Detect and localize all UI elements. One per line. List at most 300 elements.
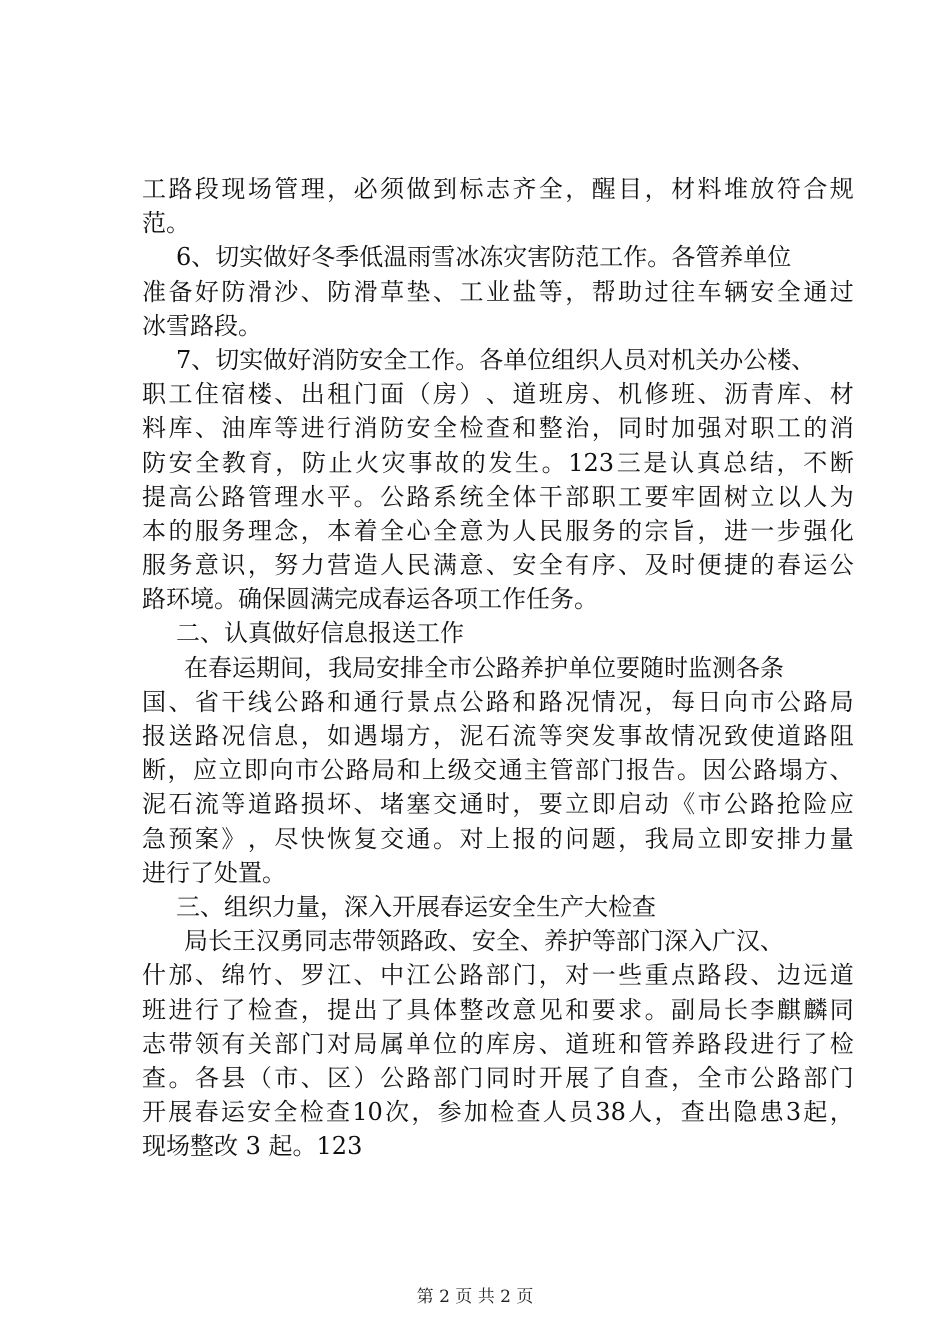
text-glyph: ，: [512, 790, 537, 819]
text-glyph: 库: [776, 380, 801, 409]
text-glyph: 发: [488, 448, 513, 477]
text-glyph: 路: [406, 1063, 431, 1092]
text-glyph: 123: [568, 448, 615, 477]
text-glyph: 意: [194, 551, 219, 580]
text-glyph: 一: [750, 516, 775, 545]
text-glyph: 见: [538, 995, 563, 1024]
text-glyph: 局: [353, 1029, 378, 1058]
text-glyph: 安: [512, 551, 537, 580]
text-glyph: 路: [697, 1029, 722, 1058]
text-glyph: 我: [644, 824, 669, 853]
text-glyph: 出: [707, 1098, 731, 1127]
text-glyph: 员: [569, 1098, 594, 1127]
text-glyph: ，: [167, 756, 192, 785]
text-glyph: 高: [168, 482, 193, 511]
text-glyph: 、: [353, 961, 378, 990]
text-glyph: 局: [697, 995, 722, 1024]
text-glyph: 进: [300, 414, 325, 443]
text-glyph: 安: [750, 824, 775, 853]
text-glyph: 行: [776, 1029, 801, 1058]
text-glyph: 路: [221, 482, 246, 511]
text-glyph: 、: [353, 790, 378, 819]
text-glyph: 防: [380, 414, 405, 443]
text-glyph: 3: [785, 1098, 802, 1127]
text-glyph: 检: [459, 414, 484, 443]
text-glyph: 、: [274, 961, 299, 990]
text-glyph: ，: [671, 1063, 696, 1092]
text-glyph: 醒: [591, 175, 616, 203]
text-glyph: （: [406, 380, 431, 409]
text-glyph: 人: [542, 1098, 567, 1127]
text-glyph: 加: [463, 1098, 488, 1127]
text-line: 局长王汉勇同志带领路政、安全、养护等部门深入广汉、: [184, 927, 784, 956]
text-glyph: 日: [697, 687, 722, 716]
text-glyph: 、: [274, 380, 299, 409]
text-glyph: 务: [168, 551, 193, 580]
text-glyph: 方: [804, 756, 829, 785]
text-glyph: 固: [697, 482, 722, 511]
text-glyph: 认: [669, 448, 694, 477]
text-glyph: 、: [432, 277, 457, 306]
text-glyph: 预: [168, 824, 193, 853]
text-glyph: 场: [247, 175, 272, 203]
text-line: 在春运期间，我局安排全市公路养护单位要随时监测各条: [184, 653, 784, 682]
text-glyph: 全: [380, 516, 405, 545]
text-glyph: 提: [327, 995, 352, 1024]
text-glyph: 务: [221, 516, 246, 545]
text-glyph: 门: [512, 961, 537, 990]
text-glyph: 机: [618, 380, 643, 409]
text-glyph: 查: [680, 1098, 705, 1127]
text-glyph: 力: [300, 551, 325, 580]
text-glyph: 旨: [671, 516, 696, 545]
text-glyph: 线: [247, 687, 272, 716]
text-glyph: 竹: [247, 961, 272, 990]
text-glyph: 租: [327, 380, 352, 409]
text-glyph: 泥: [459, 722, 484, 750]
text-glyph: 求: [618, 995, 643, 1024]
text-glyph: 整: [538, 414, 563, 443]
text-glyph: 等: [221, 790, 246, 819]
text-glyph: 查: [142, 1063, 166, 1092]
text-glyph: 和: [512, 414, 537, 443]
text-glyph: 复: [353, 824, 378, 853]
text-glyph: 》: [221, 824, 246, 853]
text-line: [142, 411, 854, 445]
text-line: [142, 514, 854, 548]
text-glyph: 江: [327, 961, 352, 990]
text-glyph: 念: [274, 516, 299, 545]
text-glyph: 市: [723, 1063, 748, 1092]
text-glyph: 真: [696, 448, 721, 477]
text-glyph: ，: [829, 1098, 854, 1127]
text-glyph: 教: [221, 448, 246, 477]
text-glyph: 、: [829, 756, 854, 785]
text-glyph: 查: [325, 1098, 350, 1127]
text-glyph: 故: [644, 722, 669, 750]
text-glyph: 每: [671, 687, 696, 716]
text-line: [142, 275, 854, 309]
text-glyph: 宿: [221, 380, 246, 409]
text-line: [142, 548, 854, 582]
text-line: [142, 1095, 854, 1129]
text-glyph: 草: [380, 277, 405, 306]
text-glyph: 道: [776, 722, 801, 750]
text-line: [142, 753, 854, 787]
text-glyph: 规: [829, 175, 854, 203]
text-glyph: 材: [671, 175, 696, 203]
text-glyph: 检: [490, 1098, 515, 1127]
text-glyph: 公: [750, 1063, 775, 1092]
text-glyph: 房: [565, 380, 590, 409]
text-glyph: 公: [723, 790, 748, 819]
text-glyph: 立: [697, 824, 722, 853]
text-glyph: 同: [485, 1063, 510, 1092]
text-glyph: 突: [565, 722, 590, 750]
text-glyph: 道: [829, 961, 854, 990]
text-glyph: 系: [432, 482, 457, 511]
text-glyph: 全: [195, 448, 220, 477]
text-glyph: 市: [697, 790, 722, 819]
text-glyph: 住: [194, 380, 219, 409]
text-glyph: 全: [485, 482, 510, 511]
text-glyph: 的: [618, 516, 643, 545]
text-glyph: 应: [829, 790, 854, 819]
text-glyph: 治: [565, 414, 590, 443]
text-glyph: 全: [776, 277, 801, 306]
text-glyph: 路: [753, 756, 778, 785]
text-glyph: 检: [829, 1029, 854, 1058]
text-glyph: 邡: [168, 961, 193, 990]
text-glyph: 班: [671, 380, 696, 409]
text-glyph: 立: [218, 756, 243, 785]
text-glyph: 开: [538, 1063, 563, 1092]
text-glyph: 安: [168, 448, 193, 477]
text-glyph: 、: [194, 961, 219, 990]
text-glyph: 送: [168, 722, 193, 750]
text-glyph: 、: [194, 414, 219, 443]
text-glyph: 展: [565, 1063, 590, 1092]
text-glyph: （: [247, 1063, 272, 1092]
text-glyph: 提: [142, 482, 166, 511]
text-glyph: 公: [776, 687, 801, 716]
text-glyph: 边: [776, 961, 801, 990]
text-glyph: 春: [776, 551, 801, 580]
text-glyph: 为: [485, 516, 510, 545]
text-glyph: 塌: [380, 722, 405, 750]
text-glyph: 进: [750, 1029, 775, 1058]
text-glyph: 塞: [406, 790, 431, 819]
text-glyph: 门: [600, 756, 625, 785]
text-glyph: 运: [803, 551, 828, 580]
text-glyph: 和: [565, 995, 590, 1024]
text-glyph: 断: [142, 756, 166, 785]
text-glyph: 中: [380, 961, 405, 990]
text-glyph: 牢: [671, 482, 696, 511]
text-glyph: 强: [803, 516, 828, 545]
text-glyph: 部: [565, 482, 590, 511]
text-glyph: 。: [353, 482, 378, 511]
text-glyph: 路: [274, 790, 299, 819]
text-glyph: 部: [274, 1029, 299, 1058]
text-glyph: 库: [247, 414, 272, 443]
text-glyph: 因: [702, 756, 727, 785]
text-glyph: 进: [168, 995, 193, 1024]
text-glyph: 38: [595, 1098, 626, 1127]
text-glyph: 等: [274, 414, 299, 443]
text-glyph: 局: [671, 824, 696, 853]
text-glyph: 位: [432, 1029, 457, 1058]
text-glyph: 安: [406, 414, 431, 443]
text-glyph: 应: [192, 756, 217, 785]
text-glyph: 路: [750, 790, 775, 819]
text-glyph: 开: [142, 1098, 166, 1127]
text-glyph: 交: [380, 824, 405, 853]
text-glyph: 全: [697, 1063, 722, 1092]
text-glyph: 是: [643, 448, 668, 477]
text-glyph: 向: [723, 687, 748, 716]
text-glyph: 了: [380, 995, 405, 1024]
text-glyph: 上: [485, 824, 510, 853]
text-glyph: 部: [432, 1063, 457, 1092]
text-glyph: 改: [485, 995, 510, 1024]
text-glyph: 楼: [247, 380, 272, 409]
text-glyph: 房: [432, 380, 457, 409]
text-glyph: ，: [275, 448, 300, 477]
text-glyph: 况: [618, 687, 643, 716]
text-glyph: 合: [803, 175, 828, 203]
text-glyph: ，: [644, 687, 669, 716]
text-glyph: 标: [459, 175, 484, 203]
text-glyph: 不: [803, 448, 828, 477]
text-glyph: 市: [750, 687, 775, 716]
text-glyph: ，: [618, 824, 643, 853]
text-glyph: 服: [565, 516, 590, 545]
text-glyph: 帮: [591, 277, 616, 306]
text-glyph: 阻: [829, 722, 854, 750]
text-line: 范。: [142, 209, 190, 238]
text-glyph: 班: [538, 380, 563, 409]
text-glyph: 着: [353, 516, 378, 545]
text-glyph: 了: [221, 995, 246, 1024]
text-line: [142, 993, 854, 1027]
text-glyph: 等: [538, 277, 563, 306]
text-glyph: 等: [538, 722, 563, 750]
text-glyph: 路: [538, 687, 563, 716]
text-glyph: 国: [142, 687, 166, 716]
text-glyph: 单: [406, 1029, 431, 1058]
text-glyph: 如: [327, 722, 352, 750]
text-glyph: ，: [300, 995, 325, 1024]
text-glyph: 。: [168, 1063, 193, 1092]
text-glyph: 部: [574, 756, 599, 785]
text-glyph: 立: [565, 790, 590, 819]
text-line: 现场整改 3 起。123: [142, 1132, 363, 1161]
text-glyph: 工: [459, 277, 484, 306]
text-glyph: 。: [432, 824, 457, 853]
text-line: [142, 958, 854, 992]
text-glyph: 。: [541, 448, 566, 477]
text-line: 6、切实做好冬季低温雨雪冰冻灾害防范工作。各管养单位: [176, 243, 792, 272]
text-line: 进行了处置。: [142, 858, 286, 887]
text-glyph: 以: [776, 482, 801, 511]
text-glyph: 人: [628, 1098, 653, 1127]
text-glyph: 问: [565, 824, 590, 853]
text-glyph: 了: [591, 1063, 616, 1092]
text-glyph: 工: [142, 175, 166, 203]
text-glyph: ，: [247, 824, 272, 853]
text-glyph: 、: [485, 551, 510, 580]
text-glyph: 门: [300, 1029, 325, 1058]
text-glyph: 有: [221, 1029, 246, 1058]
text-glyph: 出: [300, 380, 325, 409]
text-glyph: 立: [750, 482, 775, 511]
text-glyph: 、: [618, 551, 643, 580]
text-glyph: 造: [353, 551, 378, 580]
text-glyph: 麒: [776, 995, 801, 1024]
text-glyph: 交: [432, 790, 457, 819]
text-glyph: 步: [776, 516, 801, 545]
text-glyph: 点: [671, 961, 696, 990]
text-glyph: 远: [803, 961, 828, 990]
text-glyph: 、: [168, 687, 193, 716]
text-glyph: 要: [591, 995, 616, 1024]
text-glyph: 工: [618, 482, 643, 511]
text-glyph: 齐: [512, 175, 537, 203]
text-glyph: 患: [759, 1098, 784, 1127]
text-glyph: 些: [618, 961, 643, 990]
text-glyph: 泥: [142, 790, 166, 819]
text-glyph: 、: [591, 380, 616, 409]
text-glyph: 公: [320, 756, 345, 785]
text-glyph: 通: [459, 790, 484, 819]
text-glyph: 局: [829, 687, 854, 716]
text-glyph: 营: [327, 551, 352, 580]
text-glyph: 路: [168, 175, 193, 203]
text-glyph: 交: [473, 756, 498, 785]
text-glyph: 统: [459, 482, 484, 511]
text-line: [142, 446, 854, 480]
text-glyph: 识: [221, 551, 246, 580]
text-glyph: 坏: [327, 790, 352, 819]
text-glyph: 上: [422, 756, 447, 785]
text-glyph: 的: [168, 516, 193, 545]
text-glyph: 。: [676, 756, 701, 785]
text-glyph: 春: [194, 1098, 219, 1127]
text-glyph: 路: [345, 756, 370, 785]
text-glyph: 灾: [381, 448, 406, 477]
text-glyph: 安: [247, 1098, 272, 1127]
text-glyph: 公: [274, 687, 299, 716]
text-glyph: 公: [380, 482, 405, 511]
text-glyph: 遇: [353, 722, 378, 750]
text-glyph: 通: [406, 824, 431, 853]
text-glyph: 服: [142, 551, 166, 580]
text-glyph: 堵: [380, 790, 405, 819]
text-glyph: 事: [408, 448, 433, 477]
text-glyph: 服: [194, 516, 219, 545]
text-glyph: 路: [300, 687, 325, 716]
text-glyph: 公: [829, 551, 854, 580]
text-glyph: 级: [447, 756, 472, 785]
text-glyph: 绵: [221, 961, 246, 990]
text-glyph: 职: [591, 482, 616, 511]
text-glyph: 要: [644, 482, 669, 511]
text-glyph: 结: [749, 448, 774, 477]
text-glyph: 事: [618, 722, 643, 750]
text-glyph: 检: [299, 1098, 324, 1127]
text-glyph: 景: [406, 687, 431, 716]
text-glyph: 树: [723, 482, 748, 511]
text-glyph: 进: [723, 516, 748, 545]
text-line: [142, 377, 854, 411]
text-glyph: 通: [803, 277, 828, 306]
text-glyph: 目: [618, 175, 643, 203]
text-glyph: 断: [829, 448, 854, 477]
text-glyph: 省: [194, 687, 219, 716]
text-glyph: 领: [194, 1029, 219, 1058]
text-glyph: 公: [727, 756, 752, 785]
text-glyph: 整: [459, 995, 484, 1024]
text-glyph: 本: [327, 516, 352, 545]
text-glyph: 青: [750, 380, 775, 409]
text-glyph: 便: [697, 551, 722, 580]
text-glyph: 隐: [733, 1098, 758, 1127]
text-glyph: 总: [723, 448, 748, 477]
text-glyph: 带: [168, 1029, 193, 1058]
text-glyph: 对: [459, 824, 484, 853]
text-glyph: 、: [697, 380, 722, 409]
text-glyph: 具: [406, 995, 431, 1024]
text-glyph: ，: [591, 414, 616, 443]
text-glyph: ，: [565, 175, 590, 203]
text-glyph: 堆: [723, 175, 748, 203]
text-glyph: 养: [671, 1029, 696, 1058]
text-glyph: 市: [294, 756, 319, 785]
text-glyph: 修: [644, 380, 669, 409]
text-glyph: 为: [829, 482, 854, 511]
text-glyph: 库: [485, 1029, 510, 1058]
text-glyph: 况: [221, 722, 246, 750]
text-glyph: 同: [829, 995, 854, 1024]
text-glyph: 辆: [723, 277, 748, 306]
text-glyph: 信: [247, 722, 272, 750]
text-glyph: 面: [380, 380, 405, 409]
text-glyph: 即: [591, 790, 616, 819]
text-glyph: 体: [512, 482, 537, 511]
text-glyph: 重: [644, 961, 669, 990]
text-glyph: 查: [516, 1098, 541, 1127]
text-glyph: ，: [411, 1098, 436, 1127]
text-glyph: 起: [803, 1098, 828, 1127]
text-glyph: 的: [538, 824, 563, 853]
text-glyph: 江: [406, 961, 431, 990]
text-glyph: 向: [269, 756, 294, 785]
text-glyph: 体: [432, 995, 457, 1024]
text-glyph: 情: [671, 722, 696, 750]
text-glyph: 力: [803, 824, 828, 853]
text-glyph: 关: [247, 1029, 272, 1058]
text-glyph: 路: [776, 1063, 801, 1092]
text-glyph: 参: [437, 1098, 462, 1127]
text-glyph: 人: [380, 551, 405, 580]
text-glyph: 道: [565, 1029, 590, 1058]
text-glyph: 段: [723, 1029, 748, 1058]
text-glyph: 意: [512, 995, 537, 1024]
text-glyph: 抢: [776, 790, 801, 819]
text-glyph: ，: [565, 277, 590, 306]
text-glyph: 助: [618, 277, 643, 306]
